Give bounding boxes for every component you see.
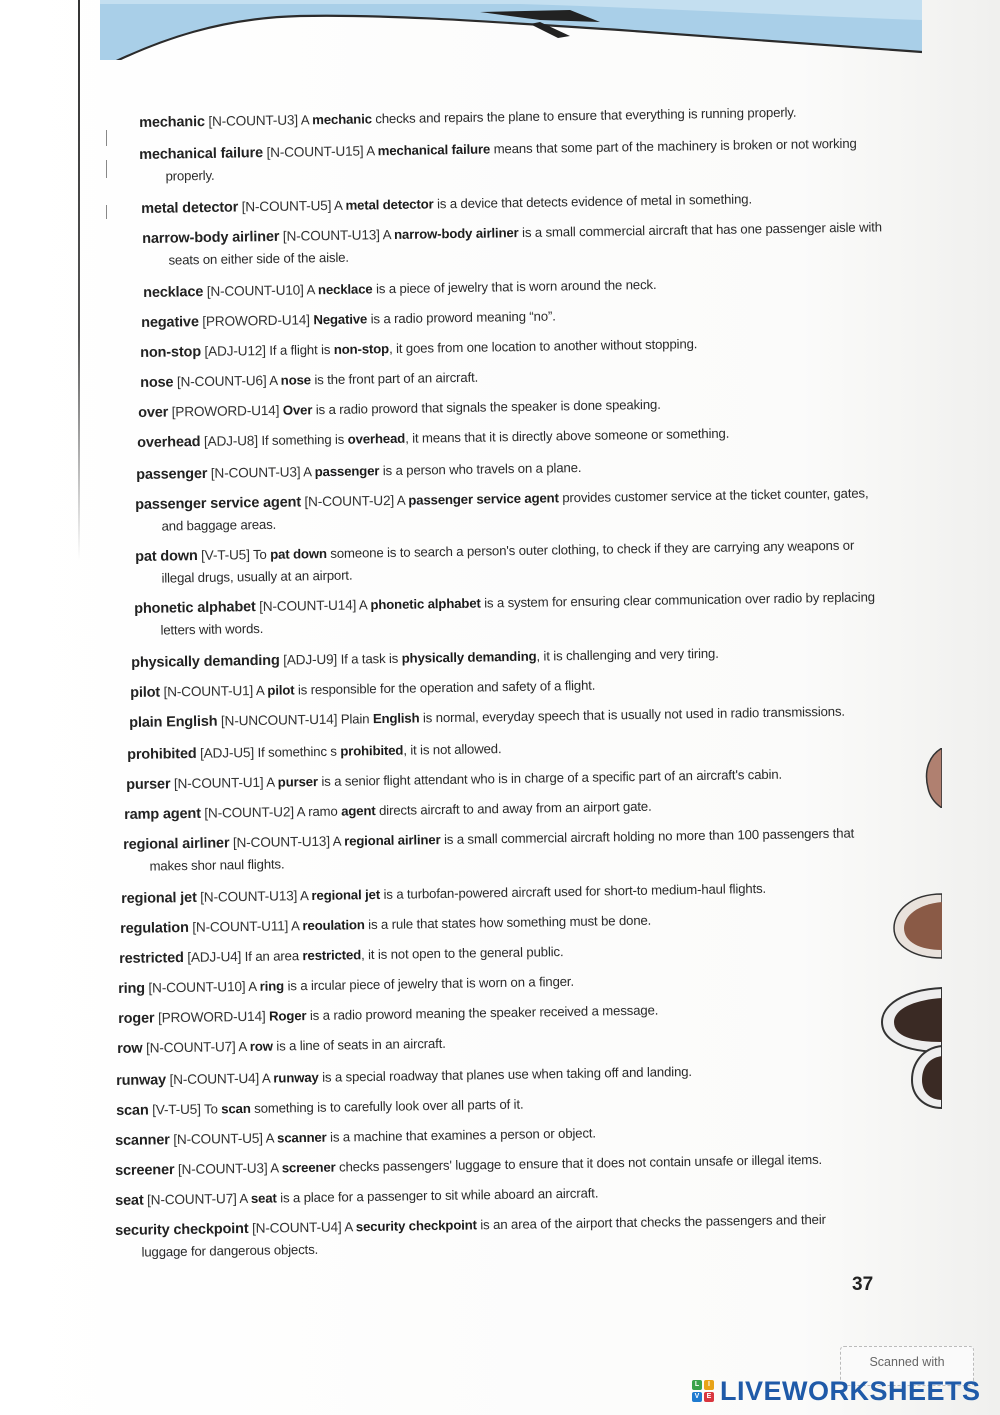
- entry-part-of-speech-tag: [ADJ-U12]: [204, 343, 266, 359]
- definition-text: A: [333, 197, 346, 213]
- definition-text: A: [358, 597, 371, 613]
- glossary-entry: [134, 586, 881, 642]
- entry-part-of-speech-tag: [N-COUNT-U3]: [177, 1160, 268, 1178]
- entry-part-of-speech-tag: [N-COUNT-U13]: [200, 888, 298, 905]
- entry-term: mechanical failure: [139, 145, 264, 163]
- definition-text: A: [261, 1070, 274, 1086]
- entry-part-of-speech-tag: [V-T-U5]: [200, 547, 250, 563]
- glossary-entry: [126, 762, 872, 796]
- definition-text: A: [266, 774, 278, 790]
- definition-bold-term: prohibited: [340, 742, 404, 759]
- entry-definition: [269, 1003, 658, 1024]
- entry-term: purser: [126, 776, 171, 793]
- definition-text: something is to carefully look over all parts of it.: [250, 1096, 524, 1116]
- definition-text: is a ircular piece of jewelry that is worn on a finger.: [283, 973, 575, 994]
- liveworksheets-watermark: [692, 1374, 981, 1408]
- entry-definition: [266, 767, 782, 790]
- definition-text: A: [265, 1130, 278, 1146]
- page-number: 37: [852, 1274, 874, 1295]
- definition-text: checks and repairs the plane to ensure that everything is running properly.: [371, 104, 797, 127]
- entry-term: row: [117, 1040, 143, 1057]
- entry-definition: [239, 1185, 598, 1206]
- definition-text: If an area: [244, 948, 303, 965]
- entry-term: ring: [118, 980, 146, 997]
- definition-bold-term: row: [249, 1038, 273, 1054]
- definition-text: provides customer service at the ticket counter, gates, and baggage areas.: [161, 485, 869, 534]
- definition-bold-term: phonetic alphabet: [370, 595, 481, 613]
- glossary-entry: [120, 906, 866, 940]
- glossary-entry: [115, 1118, 861, 1152]
- definition-text: If a flight is: [269, 341, 334, 358]
- entry-part-of-speech-tag: [N-COUNT-U5]: [173, 1130, 263, 1148]
- entry-definition: [269, 370, 478, 388]
- entry-term: overhead: [137, 434, 201, 451]
- definition-text: is a special roadway that planes use when taking off and landing.: [318, 1063, 692, 1085]
- definition-bold-term: non-stop: [333, 341, 390, 357]
- definition-bold-term: necklace: [317, 281, 373, 298]
- entry-term: nose: [140, 374, 174, 391]
- entry-definition: [256, 678, 596, 698]
- glossary-entry: [135, 482, 882, 538]
- entry-definition: [291, 913, 651, 934]
- entry-part-of-speech-tag: [N-COUNT-U7]: [145, 1039, 236, 1056]
- entry-definition: [262, 1064, 692, 1086]
- definition-text: is a person who travels on a plane.: [379, 460, 582, 479]
- entry-part-of-speech-tag: [PROWORD-U14]: [157, 1008, 266, 1026]
- definition-bold-term: narrow-body airliner: [393, 225, 519, 243]
- glossary-entry: [124, 792, 870, 826]
- entry-term: regional airliner: [123, 835, 230, 853]
- definition-bold-term: nose: [280, 372, 312, 388]
- definition-text: A: [255, 682, 268, 699]
- definition-text: directs aircraft to and away from an airport gate.: [375, 798, 652, 819]
- entry-definition: [238, 1036, 446, 1054]
- definition-text: is an area of the airport that checks the passengers and their luggage for dangerous objects.: [141, 1211, 826, 1260]
- liveworksheets-logo-icon: [692, 1380, 714, 1402]
- entry-term: scanner: [115, 1132, 170, 1149]
- definition-text: someone is to search a person's outer clothing, to check if they are carrying any weapons or illegal drugs, usually at an airport.: [161, 537, 855, 586]
- entry-part-of-speech-tag: [ADJ-U4]: [187, 949, 242, 965]
- definition-text: A: [303, 464, 315, 480]
- entry-term: passenger service agent: [135, 494, 302, 513]
- entry-term: pat down: [135, 548, 198, 565]
- glossary-entry: [131, 640, 877, 674]
- definition-bold-term: overhead: [347, 430, 406, 447]
- entry-definition: [313, 308, 556, 327]
- entry-part-of-speech-tag: [N-UNCOUNT-U14]: [220, 711, 338, 729]
- definition-text: is the front part of an aircraft.: [310, 369, 479, 388]
- entry-part-of-speech-tag: [PROWORD-U14]: [202, 312, 310, 330]
- definition-text: A: [382, 227, 395, 243]
- entry-definition: [270, 1152, 822, 1176]
- entry-part-of-speech-tag: [N-COUNT-U7]: [146, 1191, 237, 1208]
- glossary-entry: [130, 670, 876, 704]
- side-photo-edge: [922, 748, 942, 808]
- definition-text: To: [203, 1101, 222, 1117]
- definition-text: is normal, everyday speech that is usually not used in radio transmissions.: [419, 703, 845, 726]
- definition-text: , it means that it is directly above someone or something.: [405, 425, 730, 446]
- entry-part-of-speech-tag: [N-COUNT-U2]: [204, 804, 295, 821]
- definition-text: is a radio proword meaning the speaker received a message.: [306, 1002, 659, 1024]
- glossary-entry: [119, 936, 865, 970]
- entry-definition: [261, 426, 729, 448]
- entry-term: non-stop: [140, 344, 202, 361]
- entry-term: seat: [115, 1192, 144, 1209]
- side-photo-wheels: [878, 984, 942, 1114]
- entry-part-of-speech-tag: [N-COUNT-U10]: [206, 282, 304, 299]
- definition-bold-term: purser: [277, 773, 318, 790]
- glossary-entry: [115, 1208, 862, 1264]
- definition-bold-term: mechanical failure: [377, 141, 491, 159]
- glossary-entry: [137, 420, 883, 454]
- definition-text: is a rule that states how something must be done.: [364, 912, 652, 933]
- definition-text: A: [306, 282, 319, 298]
- definition-text: means that some part of the machinery is broken or not working properly.: [165, 135, 857, 184]
- definition-text: is a device that detects evidence of metal in something.: [433, 191, 753, 212]
- glossary-entry: [135, 534, 882, 590]
- definition-text: If somethinc s: [257, 743, 341, 760]
- definition-text: is a senior flight attendant who is in charge of a specific part of an aircraft's cabin.: [317, 766, 783, 789]
- definition-bold-term: Over: [282, 402, 313, 418]
- definition-bold-term: Negative: [313, 311, 368, 328]
- definition-text: A: [344, 1219, 356, 1235]
- entry-definition: [269, 336, 697, 358]
- entry-part-of-speech-tag: [N-COUNT-U10]: [148, 978, 246, 996]
- entry-term: regulation: [120, 919, 189, 937]
- entry-part-of-speech-tag: [N-COUNT-U2]: [304, 492, 395, 510]
- entry-definition: [306, 277, 656, 297]
- definition-text: is a line of seats in an aircraft.: [272, 1035, 446, 1054]
- definition-text: A: [290, 918, 303, 934]
- glossary-entry: [127, 732, 873, 766]
- glossary-entry: [116, 1058, 862, 1092]
- logo-letter: V: [692, 1392, 702, 1402]
- entry-term: over: [138, 404, 169, 421]
- definition-text: A: [239, 1190, 252, 1207]
- entry-definition: [257, 741, 501, 760]
- entry-definition: [341, 646, 719, 667]
- glossary-entry: [118, 996, 864, 1030]
- logo-letter: E: [704, 1392, 714, 1402]
- entry-definition: [303, 460, 581, 479]
- definition-bold-term: pat down: [270, 545, 327, 562]
- definition-bold-term: metal detector: [345, 196, 434, 213]
- glossary-entry: [115, 1148, 861, 1182]
- definition-text: is a place for a passenger to sit while aboard an aircraft.: [276, 1185, 599, 1206]
- glossary-entry: [139, 100, 885, 134]
- definition-bold-term: Roger: [268, 1008, 307, 1024]
- entry-term: negative: [141, 314, 199, 331]
- entry-term: prohibited: [127, 745, 197, 763]
- definition-bold-term: runway: [273, 1069, 319, 1086]
- definition-text: checks passengers' luggage to ensure that it does not contain unsafe or illegal items.: [335, 1151, 823, 1175]
- entry-term: pilot: [130, 684, 161, 701]
- glossary-entry: [140, 360, 886, 394]
- definition-text: If something is: [261, 431, 348, 449]
- entry-part-of-speech-tag: [N-COUNT-U4]: [251, 1219, 342, 1236]
- entry-term: restricted: [119, 949, 184, 967]
- entry-definition: [297, 799, 652, 820]
- glossary-entry: [143, 270, 889, 304]
- entry-definition: [301, 105, 797, 128]
- definition-text: A ramo: [296, 803, 342, 820]
- definition-text: A: [366, 143, 378, 159]
- entry-term: mechanic: [139, 113, 205, 131]
- entry-term: phonetic alphabet: [134, 599, 256, 617]
- definition-text: is a small commercial aircraft that has one passenger aisle with seats on either side of the aisle.: [168, 219, 882, 268]
- definition-bold-term: scanner: [276, 1129, 327, 1146]
- definition-text: is a system for ensuring clear communication over radio by replacing letters with words.: [160, 589, 876, 638]
- entry-definition: [204, 1097, 524, 1117]
- entry-part-of-speech-tag: [ADJ-U5]: [199, 745, 255, 761]
- glossary-entry: [136, 452, 882, 486]
- definition-text: A: [248, 978, 260, 994]
- entry-definition: [341, 704, 845, 727]
- logo-letter: L: [692, 1380, 702, 1390]
- glossary-entry: [117, 1026, 863, 1060]
- definition-text: , it is challenging and very tiring.: [536, 645, 719, 664]
- definition-text: If a task is: [340, 650, 402, 667]
- definition-text: is responsible for the operation and safety of a flight.: [294, 677, 596, 698]
- definition-text: A: [299, 888, 312, 904]
- glossary-entry: [123, 822, 870, 878]
- side-photo-bowl: [890, 890, 942, 962]
- definition-bold-term: regional airliner: [344, 832, 441, 849]
- entry-definition: [283, 397, 661, 418]
- entry-definition: [300, 881, 766, 903]
- entry-part-of-speech-tag: [N-COUNT-U3]: [208, 112, 299, 129]
- entry-part-of-speech-tag: [V-T-U5]: [152, 1101, 201, 1118]
- definition-bold-term: pilot: [267, 682, 295, 698]
- entry-term: physically demanding: [131, 652, 280, 671]
- definition-text: To: [252, 546, 271, 563]
- entry-term: metal detector: [141, 199, 239, 217]
- entry-part-of-speech-tag: [ADJ-U8]: [203, 433, 259, 449]
- definition-text: is a radio proword meaning “no”.: [367, 308, 556, 327]
- definition-text: A: [269, 372, 281, 388]
- definition-bold-term: English: [372, 710, 420, 727]
- entry-part-of-speech-tag: [N-COUNT-U11]: [192, 918, 289, 935]
- definition-text: Plain: [340, 711, 373, 727]
- definition-bold-term: ring: [259, 978, 285, 994]
- entry-definition: [266, 1125, 596, 1145]
- scanned-with-label: Scanned with: [869, 1355, 945, 1369]
- entry-term: screener: [115, 1162, 175, 1179]
- glossary-entry: [140, 330, 886, 364]
- definition-text: is a piece of jewelry that is worn around the neck.: [372, 276, 657, 297]
- glossary-entry: [139, 132, 886, 188]
- definition-text: , it is not allowed.: [403, 741, 502, 758]
- entry-term: plain English: [129, 713, 218, 731]
- definition-text: is a machine that examines a person or object.: [326, 1125, 596, 1145]
- definition-text: A: [270, 1160, 282, 1176]
- definition-text: A: [332, 833, 345, 849]
- definition-bold-term: passenger: [314, 463, 380, 480]
- entry-term: roger: [118, 1010, 155, 1027]
- glossary-entry: [142, 216, 889, 272]
- entry-term: runway: [116, 1072, 167, 1089]
- entry-part-of-speech-tag: [N-COUNT-U14]: [259, 597, 357, 615]
- glossary-entry: [115, 1178, 861, 1212]
- definition-text: is a radio proword that signals the speaker is done speaking.: [312, 396, 661, 418]
- entry-part-of-speech-tag: [N-COUNT-U3]: [210, 464, 301, 481]
- definition-bold-term: security checkpoint: [355, 1217, 477, 1235]
- entry-part-of-speech-tag: [N-COUNT-U1]: [163, 683, 254, 700]
- glossary-entry: [129, 700, 875, 734]
- definition-bold-term: physically demanding: [401, 648, 537, 666]
- glossary-entry: [141, 186, 887, 220]
- definition-text: is a small commercial aircraft holding no more than 100 passengers that makes shor naul flights.: [149, 825, 855, 874]
- entry-term: passenger: [136, 465, 208, 483]
- entry-term: ramp agent: [124, 805, 201, 823]
- entry-definition: [161, 538, 854, 586]
- entry-part-of-speech-tag: [N-COUNT-U5]: [241, 198, 332, 215]
- glossary-entry: [121, 876, 867, 910]
- glossary-entry: [138, 390, 884, 424]
- entry-term: narrow-body airliner: [142, 228, 280, 247]
- liveworksheets-brand-text: LIVEWORKSHEETS: [720, 1375, 981, 1406]
- entry-part-of-speech-tag: [N-COUNT-U4]: [169, 1070, 260, 1088]
- entry-term: scan: [116, 1102, 149, 1119]
- entry-term: regional jet: [121, 889, 197, 907]
- definition-text: A: [300, 112, 313, 128]
- glossary-entry: [116, 1088, 862, 1122]
- definition-bold-term: regional jet: [311, 886, 381, 904]
- definition-text: , it goes from one location to another without stopping.: [388, 336, 698, 357]
- definition-text: A: [238, 1038, 250, 1055]
- definition-text: A: [396, 492, 409, 508]
- entry-definition: [334, 191, 752, 213]
- glossary-entry: [118, 966, 864, 1000]
- glossary-entry: [141, 300, 887, 334]
- definition-text: , it is not open to the general public.: [360, 944, 564, 963]
- definition-bold-term: restricted: [302, 947, 362, 964]
- entry-part-of-speech-tag: [N-COUNT-U1]: [173, 774, 264, 792]
- definition-bold-term: passenger service agent: [408, 490, 559, 508]
- entry-part-of-speech-tag: [N-COUNT-U15]: [266, 143, 364, 160]
- definition-bold-term: reoulation: [302, 917, 365, 934]
- entry-term: security checkpoint: [115, 1220, 249, 1239]
- logo-letter: I: [704, 1380, 714, 1390]
- entry-definition: [248, 974, 574, 994]
- definition-text: is a turbofan-powered aircraft used for short-to medium-haul flights.: [379, 880, 767, 902]
- entry-definition: [245, 944, 564, 964]
- entry-part-of-speech-tag: [N-COUNT-U13]: [282, 227, 380, 244]
- definition-bold-term: agent: [341, 803, 376, 819]
- entry-part-of-speech-tag: [PROWORD-U14]: [171, 402, 280, 420]
- definition-bold-term: scan: [221, 1100, 251, 1117]
- definition-bold-term: screener: [281, 1159, 336, 1176]
- entry-term: necklace: [143, 284, 204, 301]
- entry-part-of-speech-tag: [ADJ-U9]: [283, 651, 338, 668]
- definition-bold-term: seat: [250, 1190, 277, 1206]
- entry-part-of-speech-tag: [N-COUNT-U13]: [232, 833, 331, 851]
- definition-bold-term: mechanic: [312, 111, 372, 128]
- entry-part-of-speech-tag: [N-COUNT-U6]: [176, 373, 267, 390]
